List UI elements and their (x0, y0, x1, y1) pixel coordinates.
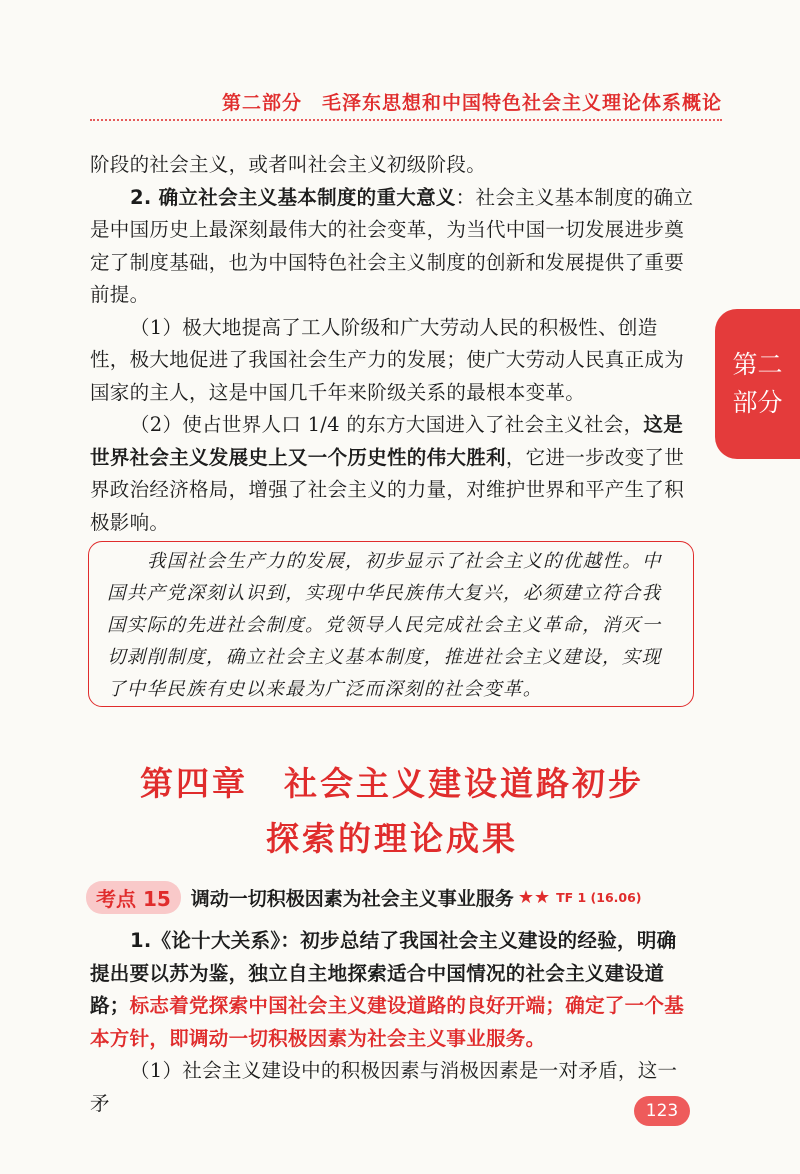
paragraph-significance (90, 182, 694, 312)
paragraph-contradiction: （1）社会主义建设中的积极因素与消极因素是一对矛盾，这一矛 (90, 1059, 678, 1115)
key-point-badge: 考点 15 (86, 881, 181, 914)
star-rating-icon: ★★ (517, 887, 551, 908)
header-divider (90, 119, 722, 121)
point-2-text-b: ，它进一步改变了世界政治经济格局，增强了社会主义的力量，对维护世界和平产生了积极影响。 (90, 445, 685, 534)
key-point-heading (86, 881, 706, 914)
note-box (88, 541, 694, 707)
page-number: 123 (634, 1096, 690, 1126)
ten-relations-red: 标志着党探索中国社会主义建设道路的良好开端；确定了一个基本方针，即调动一切积极因素为社会主义事业服务。 (90, 994, 685, 1050)
running-header: 第二部分 毛泽东思想和中国特色社会主义理论体系概论 (221, 92, 722, 114)
note-text: 我国社会生产力的发展，初步显示了社会主义的优越性。中国共产党深刻认识到，实现中华民族伟大复兴，必须建立符合我国实际的先进社会制度。党领导人民完成社会主义革命，消灭一切剥削制度，确立社会主义基本制度，推进社会主义建设，实现了中华民族有史以来最为广泛而深刻的社会变革。 (107, 551, 662, 700)
paragraph-point-2 (90, 409, 694, 539)
point-2-text-a: （2）使占世界人口 1/4 的东方大国进入了社会主义社会， (130, 413, 644, 436)
significance-heading: 2. 确立社会主义基本制度的重大意义 (130, 185, 456, 209)
significance-text: ：社会主义基本制度的确立是中国历史上最深刻最伟大的社会变革，为当代中国一切发展进步奠定了制度基础，也为中国特色社会主义制度的创新和发展提供了重要前提。 (90, 185, 694, 306)
ten-relations-bold: 1.《论十大关系》：初步总结了我国社会主义建设的经验，明确提出要以苏为鉴，独立自主地探索适合中国情况的社会主义建设道路； (90, 929, 677, 1017)
key-point-title: 调动一切积极因素为社会主义事业服务 (190, 888, 514, 910)
paragraph-point-1: （1）极大地提高了工人阶级和广大劳动人民的积极性、创造性，极大地促进了我国社会生产力的发展；使广大劳动人民真正成为国家的主人，这是中国几千年来阶级关系的最根本变革。 (90, 315, 685, 404)
chapter-title-line1: 第四章 社会主义建设道路初步 (140, 764, 644, 803)
point-2-emphasis: 这是世界社会主义发展史上又一个历史性的伟大胜利 (90, 413, 683, 469)
section-side-tab (715, 309, 800, 459)
paragraph-continuation: 阶段的社会主义，或者叫社会主义初级阶段。 (90, 153, 487, 176)
body-text-lower (90, 925, 694, 1120)
body-text-upper (90, 149, 694, 539)
chapter-title-line2: 探索的理论成果 (266, 819, 518, 858)
paragraph-ten-relations (90, 925, 694, 1055)
side-tab-line1: 第二 (732, 350, 783, 379)
exam-frequency: TF 1 (16.06) (556, 890, 642, 905)
side-tab-line2: 部分 (732, 388, 783, 417)
